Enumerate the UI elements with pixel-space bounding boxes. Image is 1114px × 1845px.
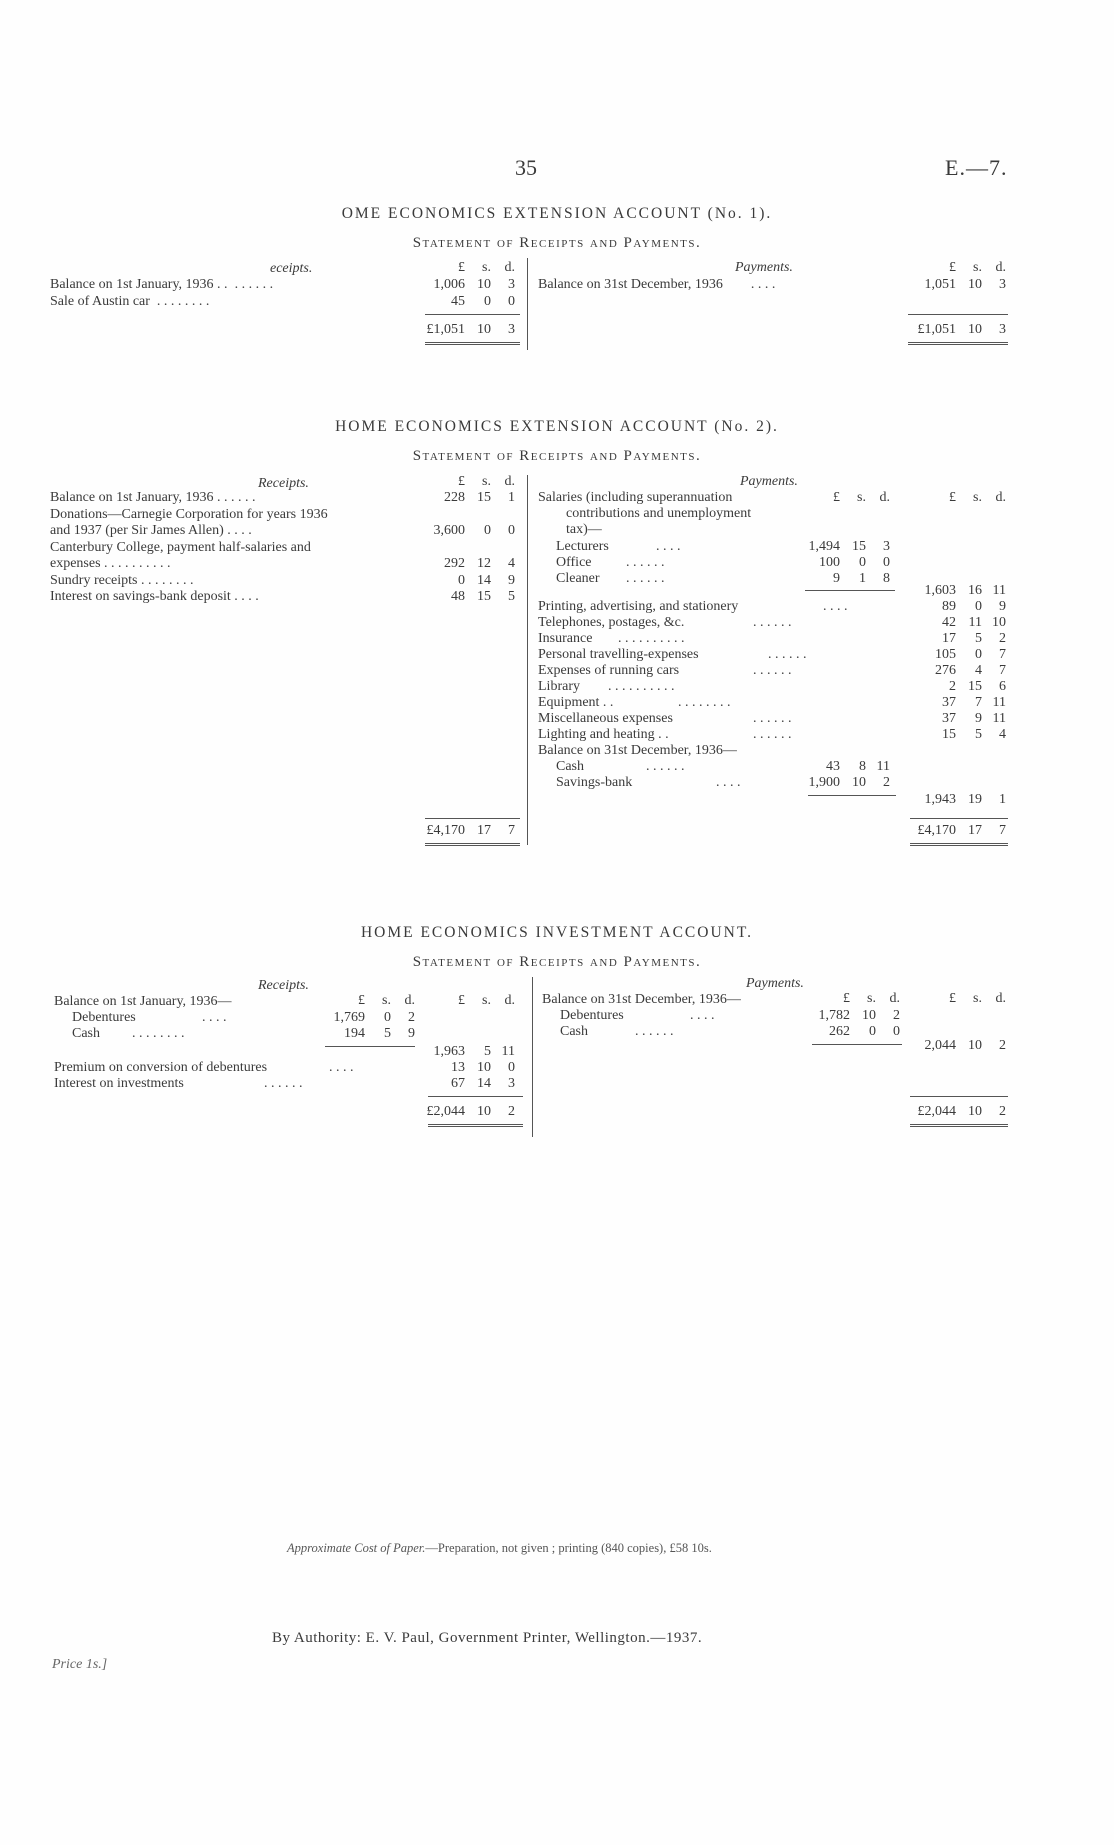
account1-payments-col-headers: £ s. d. xyxy=(949,260,1006,275)
account3-divider xyxy=(532,977,533,1137)
account3-payments-label: Payments. xyxy=(746,976,804,991)
account1-receipts-rule xyxy=(425,314,520,315)
account2-salary-amount: 9 1 8 xyxy=(833,571,890,586)
account2-payment-row: Lighting and heating . . . . . . . . xyxy=(538,727,792,742)
account2-receipt-amount: 3,600 0 0 xyxy=(433,523,515,538)
account2-payment-amount: 2 15 6 xyxy=(949,679,1006,694)
account2-salaries-heading: Salaries (including superannuation xyxy=(538,490,733,505)
account2-salary-row: Lecturers . . . . xyxy=(556,539,681,554)
account3-payments-col-headers: £ s. d. xyxy=(949,991,1006,1006)
account3-receipt-amount: 67 14 3 xyxy=(451,1076,515,1091)
account3-receipts-col-headers: £ s. d. xyxy=(458,993,515,1008)
account3-receipts-sub-col-headers: £ s. d. xyxy=(358,993,415,1008)
account1-receipt-amount: 45 0 0 xyxy=(451,294,515,309)
account3-payments-sub-rule xyxy=(812,1044,902,1045)
account3-receipt-row: Premium on conversion of debentures . . . . xyxy=(54,1060,354,1075)
document-reference: E.—7. xyxy=(945,155,1008,180)
account1-receipt-row: Balance on 1st January, 1936 . . . . . . . . xyxy=(50,277,274,292)
account2-balance-row: Savings-bank . . . . xyxy=(556,775,741,790)
account2-payments-label: Payments. xyxy=(740,474,798,489)
account2-payment-amount: 37 9 11 xyxy=(942,711,1006,726)
account3-receipts-total: £2,044 10 2 xyxy=(426,1104,515,1119)
printer-authority: By Authority: E. V. Paul, Government Printer, Wellington.—1937. xyxy=(272,1630,703,1646)
account2-payment-amount: 42 11 10 xyxy=(942,615,1006,630)
page-number: 35 xyxy=(515,155,537,180)
account2-salaries-heading-cont: contributions and unemployment xyxy=(566,506,752,521)
account2-balance-amount: 43 8 11 xyxy=(826,759,890,774)
account3-receipts-heading: Balance on 1st January, 1936— xyxy=(54,994,232,1009)
account3-receipt-sub-row: Debentures . . . . xyxy=(72,1010,227,1025)
account2-balance-total: 1,943 19 1 xyxy=(924,792,1006,807)
account3-receipts-sub-total: 1,963 5 11 xyxy=(433,1044,515,1059)
account1-receipts-col-headers: £ s. d. xyxy=(458,260,515,275)
account1-receipts-total: £1,051 10 3 xyxy=(426,322,515,337)
account3-payments-sub-total: 2,044 10 2 xyxy=(924,1038,1006,1053)
account3-receipt-row: Interest on investments . . . . . . xyxy=(54,1076,303,1091)
account2-receipt-amount: 48 15 5 xyxy=(451,589,515,604)
account1-statement-title: Statement of Receipts and Payments. xyxy=(412,235,702,251)
account2-salaries-heading-cont: tax)— xyxy=(566,522,602,537)
account3-payments-rule xyxy=(910,1096,1008,1097)
account2-payments-rule xyxy=(910,818,1008,819)
account2-salaries-total: 1,603 16 11 xyxy=(924,583,1006,598)
account2-payments-sub-col-headers: £ s. d. xyxy=(833,490,890,505)
account3-receipts-rule xyxy=(428,1096,523,1097)
account3-receipt-amount: 13 10 0 xyxy=(451,1060,515,1075)
account2-title: HOME ECONOMICS EXTENSION ACCOUNT (No. 2). xyxy=(335,418,779,435)
account2-payment-row: Printing, advertising, and stationery . . . . xyxy=(538,599,848,614)
account2-receipt-row-cont: and 1937 (per Sir James Allen) . . . . xyxy=(50,523,252,538)
account2-salary-row: Cleaner . . . . . . xyxy=(556,571,665,586)
account2-payments-total: £4,170 17 7 xyxy=(917,823,1006,838)
account2-receipt-row: Canterbury College, payment half-salaries and xyxy=(50,540,311,555)
account2-payment-row: Expenses of running cars . . . . . . xyxy=(538,663,792,678)
account3-receipt-sub-amount: 1,769 0 2 xyxy=(333,1010,415,1025)
account3-receipts-double-rule xyxy=(428,1124,523,1127)
account2-receipt-amount: 292 12 4 xyxy=(444,556,515,571)
account2-payment-amount: 89 0 9 xyxy=(942,599,1006,614)
account3-receipt-sub-row: Cash . . . . . . . . xyxy=(72,1026,185,1041)
account2-payment-row: Library . . . . . . . . . . xyxy=(538,679,675,694)
account1-divider xyxy=(527,258,528,350)
account2-balance-amount: 1,900 10 2 xyxy=(808,775,890,790)
account2-payment-row: Equipment . . . . . . . . . . xyxy=(538,695,731,710)
account3-payments-heading: Balance on 31st December, 1936— xyxy=(542,992,741,1007)
account2-balance-heading: Balance on 31st December, 1936— xyxy=(538,743,737,758)
account3-payment-sub-amount: 1,782 10 2 xyxy=(818,1008,900,1023)
account2-payment-amount: 15 5 4 xyxy=(942,727,1006,742)
account1-payments-label: Payments. xyxy=(735,260,793,275)
account2-receipt-amount: 228 15 1 xyxy=(444,490,515,505)
cost-of-paper-note: Approximate Cost of Paper.—Preparation, not given ; printing (840 copies), £58 10s. xyxy=(287,1541,712,1555)
account1-payments-total: £1,051 10 3 xyxy=(917,322,1006,337)
account2-salaries-rule xyxy=(805,590,895,591)
account3-title: HOME ECONOMICS INVESTMENT ACCOUNT. xyxy=(360,924,754,941)
account1-receipt-amount: 1,006 10 3 xyxy=(433,277,515,292)
account2-balance-row: Cash . . . . . . xyxy=(556,759,685,774)
account1-payment-amount: 1,051 10 3 xyxy=(924,277,1006,292)
account2-payment-row: Telephones, postages, &c. . . . . . . xyxy=(538,615,792,630)
account2-salary-amount: 1,494 15 3 xyxy=(808,539,890,554)
account2-salary-amount: 100 0 0 xyxy=(819,555,890,570)
account2-payments-double-rule xyxy=(910,843,1008,846)
account2-receipts-label: Receipts. xyxy=(258,476,309,491)
account3-payments-sub-col-headers: £ s. d. xyxy=(843,991,900,1006)
account3-payments-double-rule xyxy=(910,1124,1008,1127)
account2-payment-amount: 105 0 7 xyxy=(935,647,1006,662)
account2-payment-row: Insurance . . . . . . . . . . xyxy=(538,631,685,646)
account1-payments-rule xyxy=(908,314,1008,315)
account1-receipts-double-rule xyxy=(425,342,520,345)
account3-receipts-sub-rule xyxy=(325,1046,415,1047)
account2-receipt-row: Donations—Carnegie Corporation for years 1936 xyxy=(50,507,328,522)
account2-payment-amount: 276 4 7 xyxy=(935,663,1006,678)
account3-statement-title: Statement of Receipts and Payments. xyxy=(412,954,702,970)
account2-balance-rule xyxy=(808,795,896,796)
account2-receipt-row: Sundry receipts . . . . . . . . xyxy=(50,573,194,588)
account2-payment-row: Personal travelling-expenses . . . . . . xyxy=(538,647,807,662)
account1-payment-row: Balance on 31st December, 1936 . . . . xyxy=(538,277,776,292)
account3-payments-total: £2,044 10 2 xyxy=(917,1104,1006,1119)
account2-divider xyxy=(527,475,528,845)
account3-payment-sub-amount: 262 0 0 xyxy=(829,1024,900,1039)
account2-receipts-col-headers: £ s. d. xyxy=(458,474,515,489)
account3-payment-sub-row: Cash . . . . . . xyxy=(560,1024,674,1039)
account2-payment-amount: 37 7 11 xyxy=(942,695,1006,710)
account2-receipt-amount: 0 14 9 xyxy=(458,573,515,588)
account3-payment-sub-row: Debentures . . . . xyxy=(560,1008,715,1023)
account2-payment-amount: 17 5 2 xyxy=(942,631,1006,646)
account3-receipt-sub-amount: 194 5 9 xyxy=(344,1026,415,1041)
account2-receipts-total: £4,170 17 7 xyxy=(426,823,515,838)
account2-receipts-double-rule xyxy=(425,843,520,846)
price-note: Price 1s.] xyxy=(52,1657,108,1672)
account1-receipts-label: eceipts. xyxy=(270,261,313,276)
account2-receipt-row-cont: expenses . . . . . . . . . . xyxy=(50,556,171,571)
account2-statement-title: Statement of Receipts and Payments. xyxy=(412,448,702,464)
account2-salary-row: Office . . . . . . xyxy=(556,555,665,570)
account2-receipt-row: Balance on 1st January, 1936 . . . . . . xyxy=(50,490,256,505)
account2-payments-col-headers: £ s. d. xyxy=(949,490,1006,505)
account1-receipt-row: Sale of Austin car . . . . . . . . xyxy=(50,294,210,309)
account3-receipts-label: Receipts. xyxy=(258,978,309,993)
account2-receipts-rule xyxy=(425,818,520,819)
account2-payment-row: Miscellaneous expenses . . . . . . xyxy=(538,711,792,726)
account2-receipt-row: Interest on savings-bank deposit . . . . xyxy=(50,589,259,604)
account1-title: OME ECONOMICS EXTENSION ACCOUNT (No. 1). xyxy=(341,205,773,222)
account1-payments-double-rule xyxy=(908,342,1008,345)
